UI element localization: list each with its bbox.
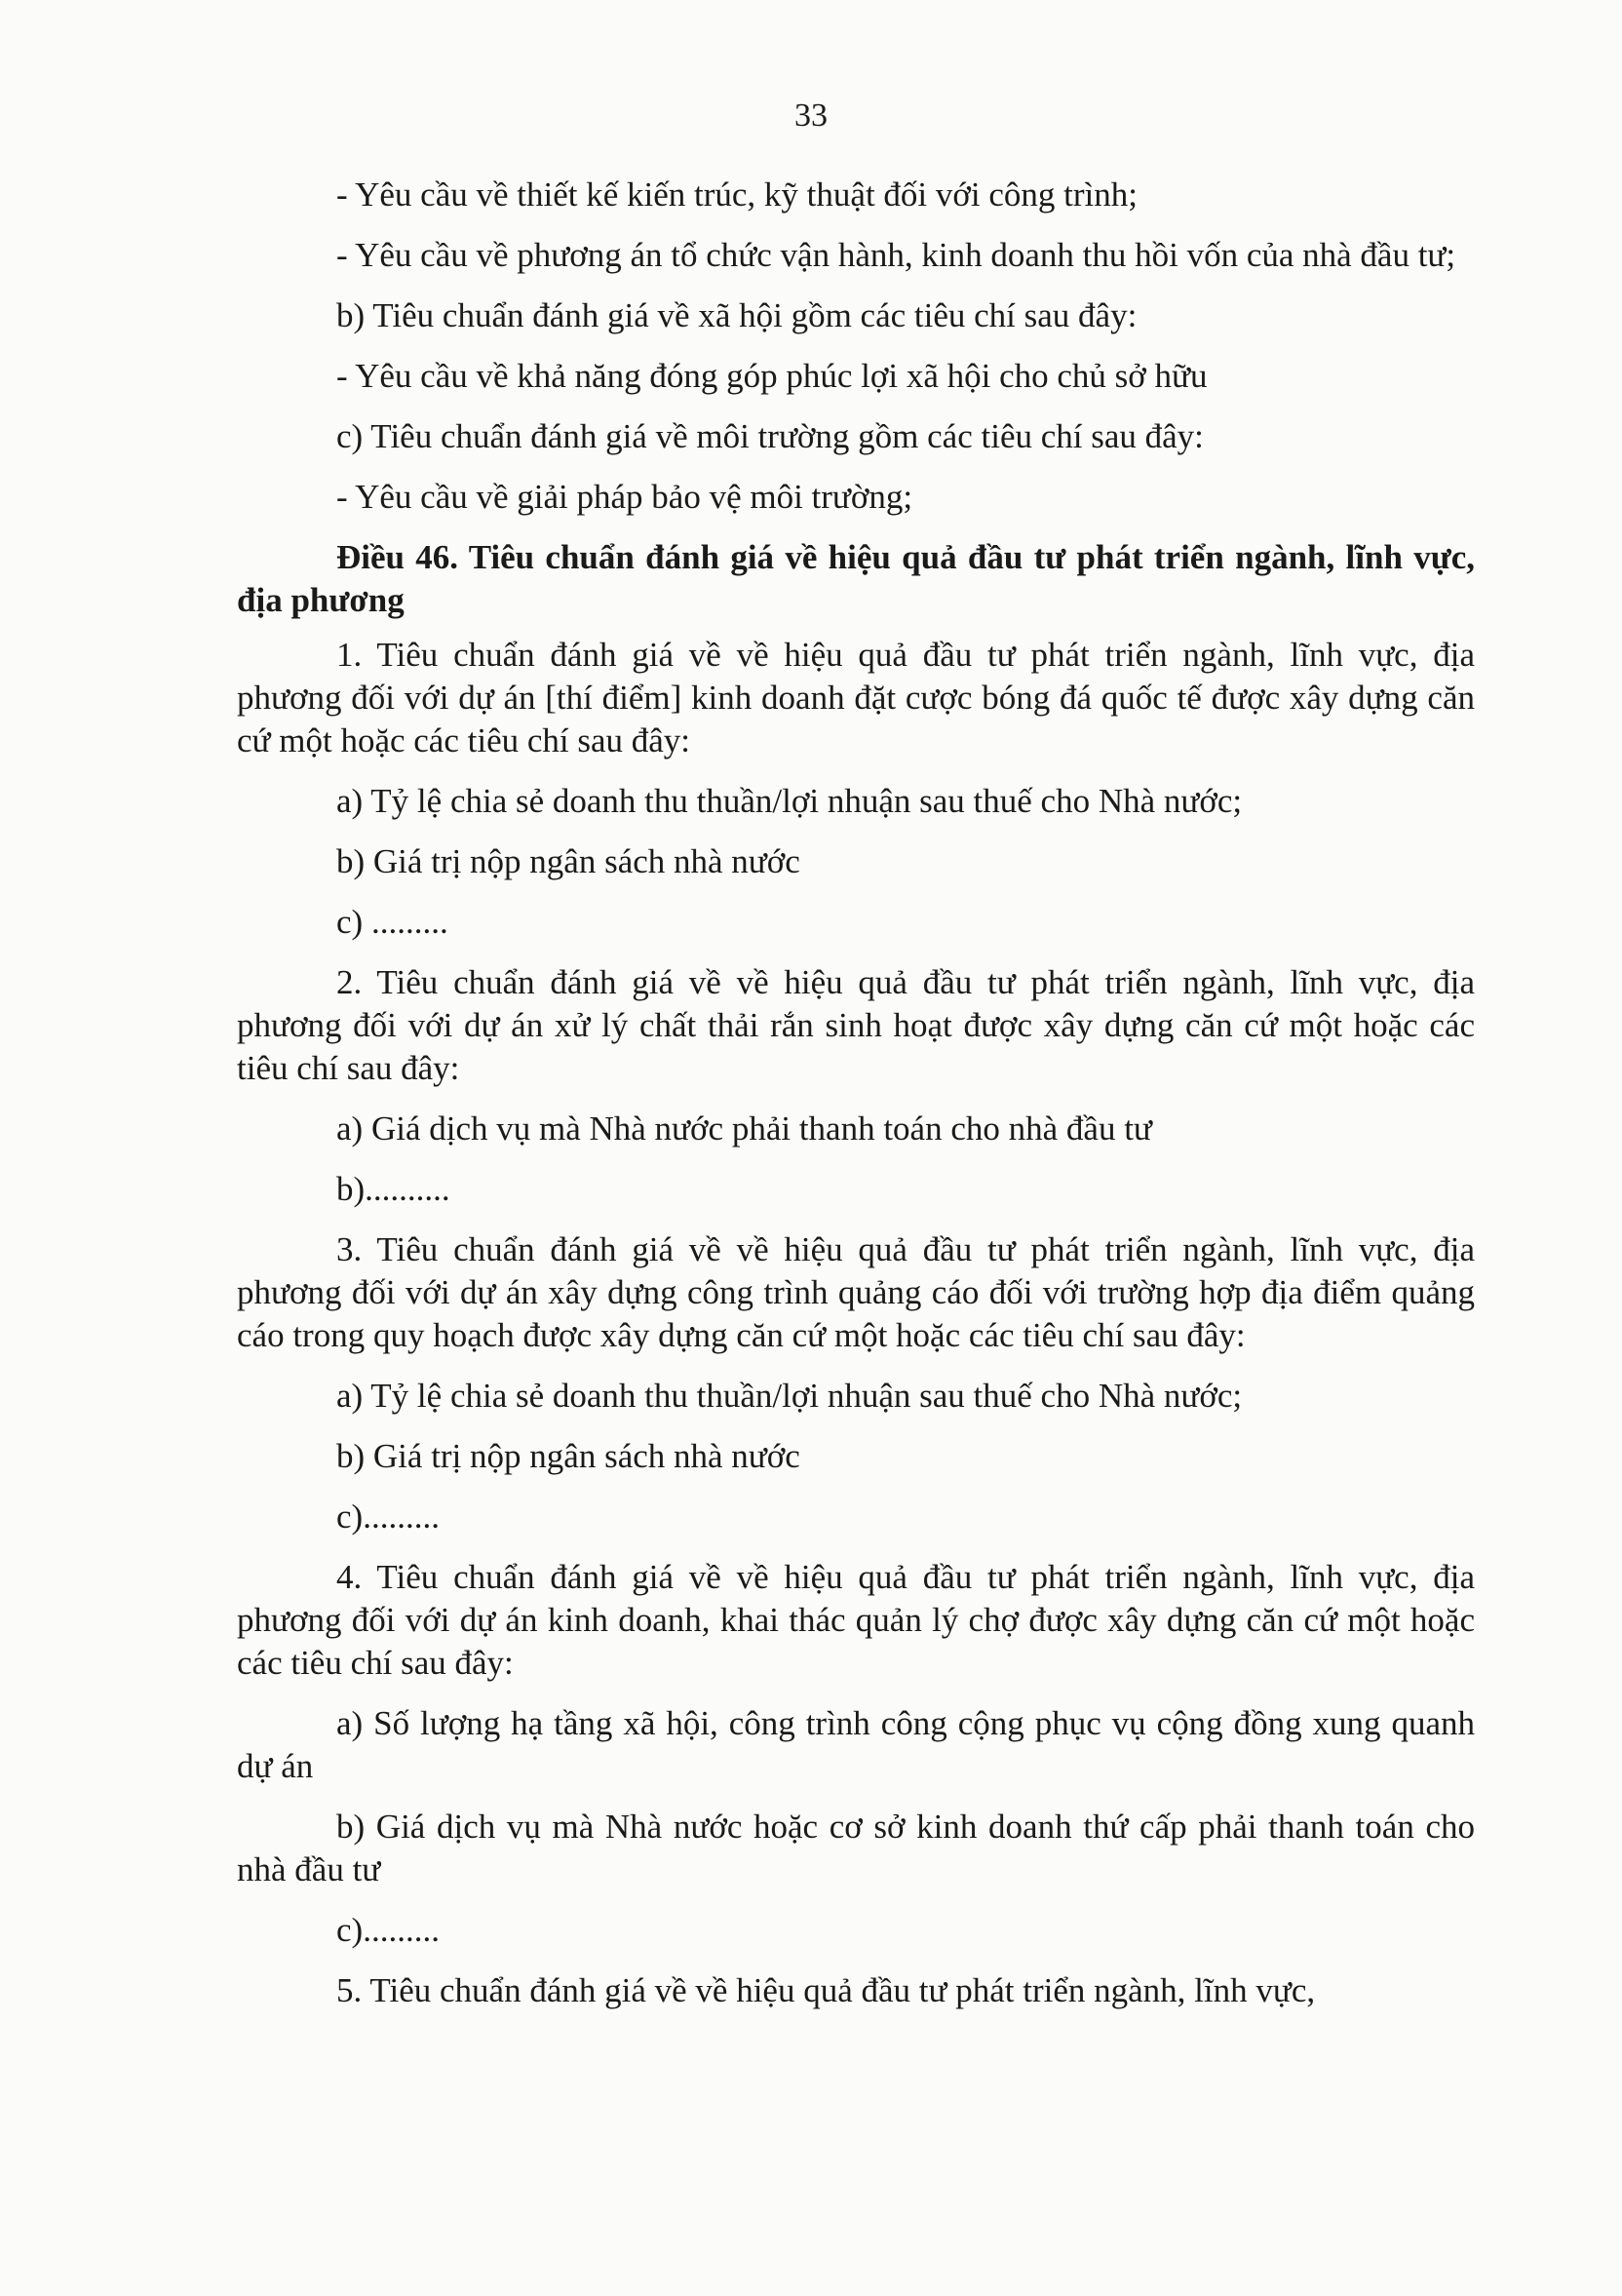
article-heading: Điều 46. Tiêu chuẩn đánh giá về hiệu quả đầu tư phát triển ngành, lĩnh vực, địa phương <box>237 538 1475 619</box>
paragraph: c) Tiêu chuẩn đánh giá về môi trường gồm các tiêu chí sau đây: <box>336 417 1204 455</box>
paragraph: b) Giá dịch vụ mà Nhà nước hoặc cơ sở kinh doanh thứ cấp phải thanh toán cho nhà đầu tư <box>237 1808 1475 1888</box>
paragraph: b) Giá trị nộp ngân sách nhà nước <box>336 1437 800 1475</box>
paragraph: 2. Tiêu chuẩn đánh giá về về hiệu quả đầu tư phát triển ngành, lĩnh vực, địa phương đối với dự án xử lý chất thải rắn sinh hoạt được xây dựng căn cứ một hoặc các tiêu chí sau đây: <box>237 963 1475 1087</box>
paragraph: 5. Tiêu chuẩn đánh giá về về hiệu quả đầu tư phát triển ngành, lĩnh vực, <box>336 1971 1316 2009</box>
paragraph: 3. Tiêu chuẩn đánh giá về về hiệu quả đầu tư phát triển ngành, lĩnh vực, địa phương đối với dự án xây dựng công trình quảng cáo đối với trường hợp địa điểm quảng cáo trong quy hoạch được xây dựng căn cứ một hoặc các tiêu chí sau đây: <box>237 1230 1475 1354</box>
paragraph: a) Giá dịch vụ mà Nhà nước phải thanh toán cho nhà đầu tư <box>336 1109 1152 1148</box>
paragraph: b) Giá trị nộp ngân sách nhà nước <box>336 842 800 880</box>
paragraph: a) Tỷ lệ chia sẻ doanh thu thuần/lợi nhuận sau thuế cho Nhà nước; <box>336 1377 1243 1415</box>
paragraph: - Yêu cầu về phương án tổ chức vận hành, kinh doanh thu hồi vốn của nhà đầu tư; <box>336 236 1456 274</box>
document-body <box>237 174 1475 2030</box>
paragraph: b) Tiêu chuẩn đánh giá về xã hội gồm các tiêu chí sau đây: <box>336 296 1138 334</box>
page-number: 33 <box>794 97 828 134</box>
paragraph: c)......... <box>336 1498 440 1536</box>
paragraph: b).......... <box>336 1170 450 1208</box>
paragraph: a) Số lượng hạ tầng xã hội, công trình công cộng phục vụ cộng đồng xung quanh dự án <box>237 1704 1475 1785</box>
paragraph: - Yêu cầu về khả năng đóng góp phúc lợi xã hội cho chủ sở hữu <box>336 357 1208 395</box>
paragraph: 1. Tiêu chuẩn đánh giá về về hiệu quả đầu tư phát triển ngành, lĩnh vực, địa phương đối với dự án [thí điểm] kinh doanh đặt cược bóng đá quốc tế được xây dựng căn cứ một hoặc các tiêu chí sau đây: <box>237 636 1475 759</box>
paragraph: 4. Tiêu chuẩn đánh giá về về hiệu quả đầu tư phát triển ngành, lĩnh vực, địa phương đối với dự án kinh doanh, khai thác quản lý chợ được xây dựng căn cứ một hoặc các tiêu chí sau đây: <box>237 1558 1475 1682</box>
paragraph: c)......... <box>336 1911 440 1949</box>
paragraph: c) ......... <box>336 903 448 941</box>
paragraph: - Yêu cầu về giải pháp bảo vệ môi trường; <box>336 478 913 516</box>
paragraph: - Yêu cầu về thiết kế kiến trúc, kỹ thuật đối với công trình; <box>336 175 1138 214</box>
paragraph: a) Tỷ lệ chia sẻ doanh thu thuần/lợi nhuận sau thuế cho Nhà nước; <box>336 782 1243 820</box>
